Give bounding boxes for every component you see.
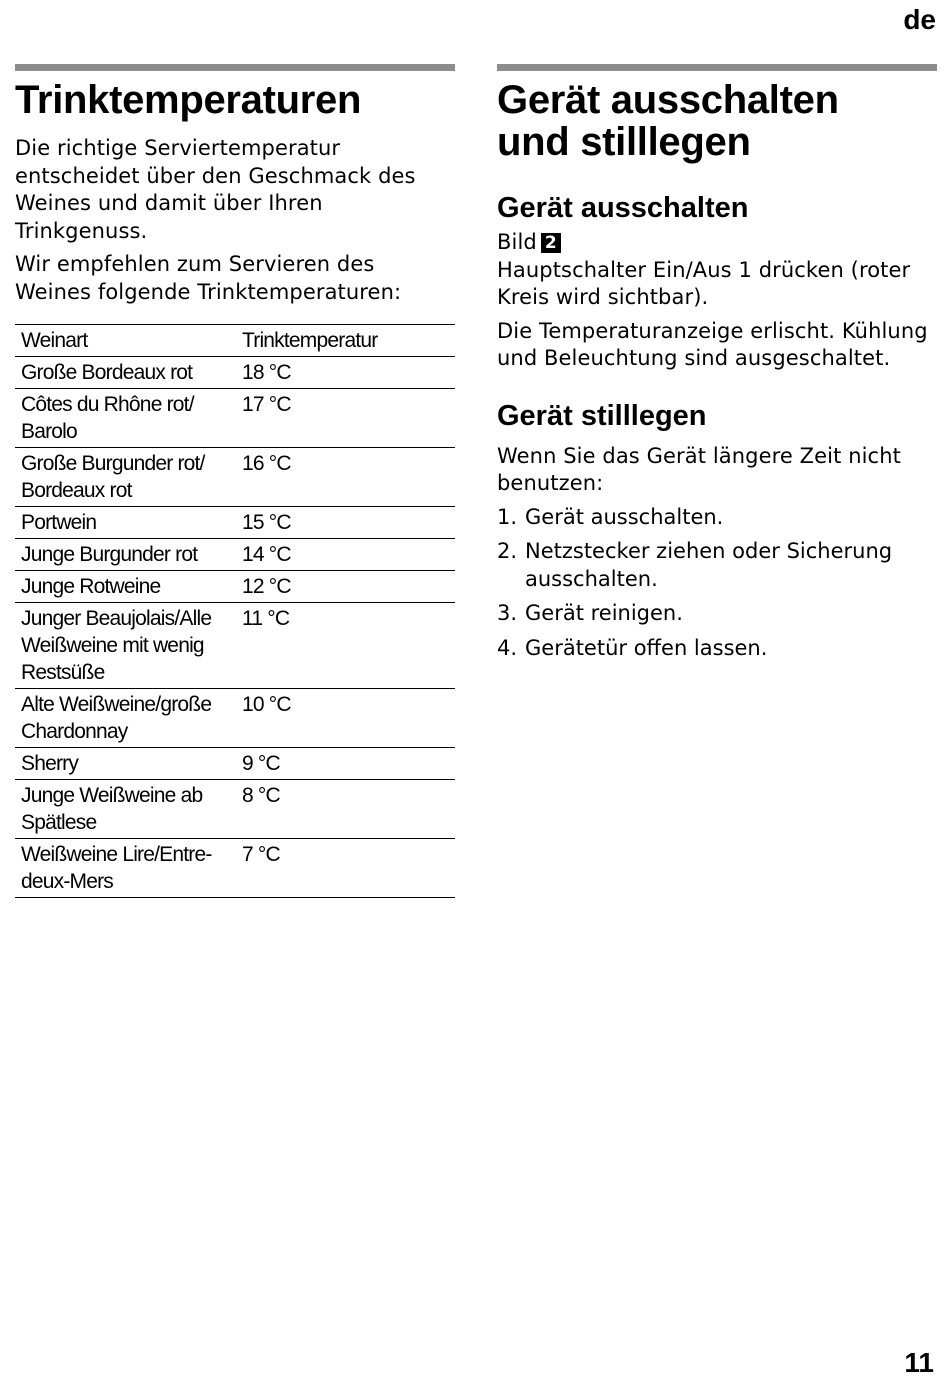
table-row — [15, 689, 455, 748]
wine-type-cell: Côtes du Rhône rot/ Barolo — [15, 389, 236, 448]
wine-type-cell: Portwein — [15, 507, 236, 539]
switch-off-instruction: Hauptschalter Ein/Aus 1 drücken (roter Kreis wird sichtbar). — [497, 257, 911, 309]
wine-type-cell: Junge Burgunder rot — [15, 539, 236, 571]
table-row — [15, 357, 455, 389]
temperature-cell: 14 °C — [236, 539, 455, 571]
table-row — [15, 539, 455, 571]
step-text: Gerät ausschalten. — [525, 504, 724, 529]
table-row — [15, 571, 455, 603]
table-header-row — [15, 325, 455, 357]
figure-label: Bild — [497, 230, 537, 254]
temperature-cell: 12 °C — [236, 571, 455, 603]
wine-type-cell: Große Bordeaux rot — [15, 357, 236, 389]
list-item — [497, 600, 937, 628]
temperature-cell: 9 °C — [236, 748, 455, 780]
temperature-cell: 11 °C — [236, 603, 455, 689]
section-divider-bar — [497, 64, 937, 71]
heading-line-1: Gerät ausschalten — [497, 78, 839, 122]
section-divider-bar — [15, 64, 455, 71]
step-text: Netzstecker ziehen oder Sicherung ausschalten. — [525, 539, 893, 591]
page-number: 11 — [904, 1347, 934, 1378]
table-row — [15, 748, 455, 780]
heading-line-2: und stilllegen — [497, 120, 751, 164]
wine-type-cell: Sherry — [15, 748, 236, 780]
heading-trinktemperaturen: Trinktemperaturen — [15, 78, 362, 122]
left-column — [15, 64, 455, 898]
figure-reference — [497, 229, 937, 257]
switch-off-result: Die Temperaturanzeige erlischt. Kühlung und Beleuchtung sind ausgeschaltet. — [497, 318, 928, 370]
step-number: 3. — [497, 601, 518, 625]
temperature-cell: 8 °C — [236, 780, 455, 839]
temperature-cell: 16 °C — [236, 448, 455, 507]
decommission-steps — [497, 504, 937, 663]
temperature-cell: 15 °C — [236, 507, 455, 539]
temperature-cell: 17 °C — [236, 389, 455, 448]
table-row — [15, 507, 455, 539]
wine-temperature-table — [15, 324, 455, 898]
recommendation-paragraph: Wir empfehlen zum Servieren des Weines folgende Trinktemperaturen: — [15, 252, 402, 304]
temperature-cell: 7 °C — [236, 839, 455, 898]
wine-type-cell: Junger Beaujolais/Alle Weißweine mit wenig Restsüße — [15, 603, 236, 689]
wine-type-cell: Junge Rotweine — [15, 571, 236, 603]
table-row — [15, 780, 455, 839]
table-row — [15, 839, 455, 898]
step-text: Gerät reinigen. — [525, 601, 683, 625]
header-trinktemperatur: Trinktemperatur — [236, 325, 455, 357]
list-item — [497, 538, 937, 593]
heading-geraet-ausschalten-stilllegen — [497, 79, 937, 163]
wine-type-cell: Alte Weißweine/große Chardonnay — [15, 689, 236, 748]
temperature-cell: 10 °C — [236, 689, 455, 748]
list-item — [497, 504, 937, 532]
wine-type-cell: Junge Weißweine ab Spätlese — [15, 780, 236, 839]
figure-number-badge: 2 — [541, 233, 561, 253]
language-label: de — [903, 4, 936, 35]
table-row — [15, 448, 455, 507]
temperature-cell: 18 °C — [236, 357, 455, 389]
step-number: 4. — [497, 635, 518, 660]
table-row — [15, 389, 455, 448]
header-weinart: Weinart — [15, 325, 236, 357]
step-text: Gerätetür offen lassen. — [525, 635, 768, 660]
right-column — [497, 64, 937, 669]
subheading-geraet-stilllegen: Gerät stilllegen — [497, 399, 707, 432]
subheading-geraet-ausschalten: Gerät ausschalten — [497, 192, 749, 224]
list-item — [497, 635, 937, 663]
wine-type-cell: Große Burgunder rot/ Bordeaux rot — [15, 448, 236, 507]
step-number: 2. — [497, 539, 518, 563]
table-row — [15, 603, 455, 689]
step-number: 1. — [497, 504, 518, 529]
intro-paragraph: Die richtige Serviertemperatur entscheidet über den Geschmack des Weines und damit über Ihren Trinkgenuss. — [15, 136, 416, 243]
wine-type-cell: Weißweine Lire/Entre-deux-Mers — [15, 839, 236, 898]
decommission-intro: Wenn Sie das Gerät längere Zeit nicht benutzen: — [497, 443, 901, 495]
